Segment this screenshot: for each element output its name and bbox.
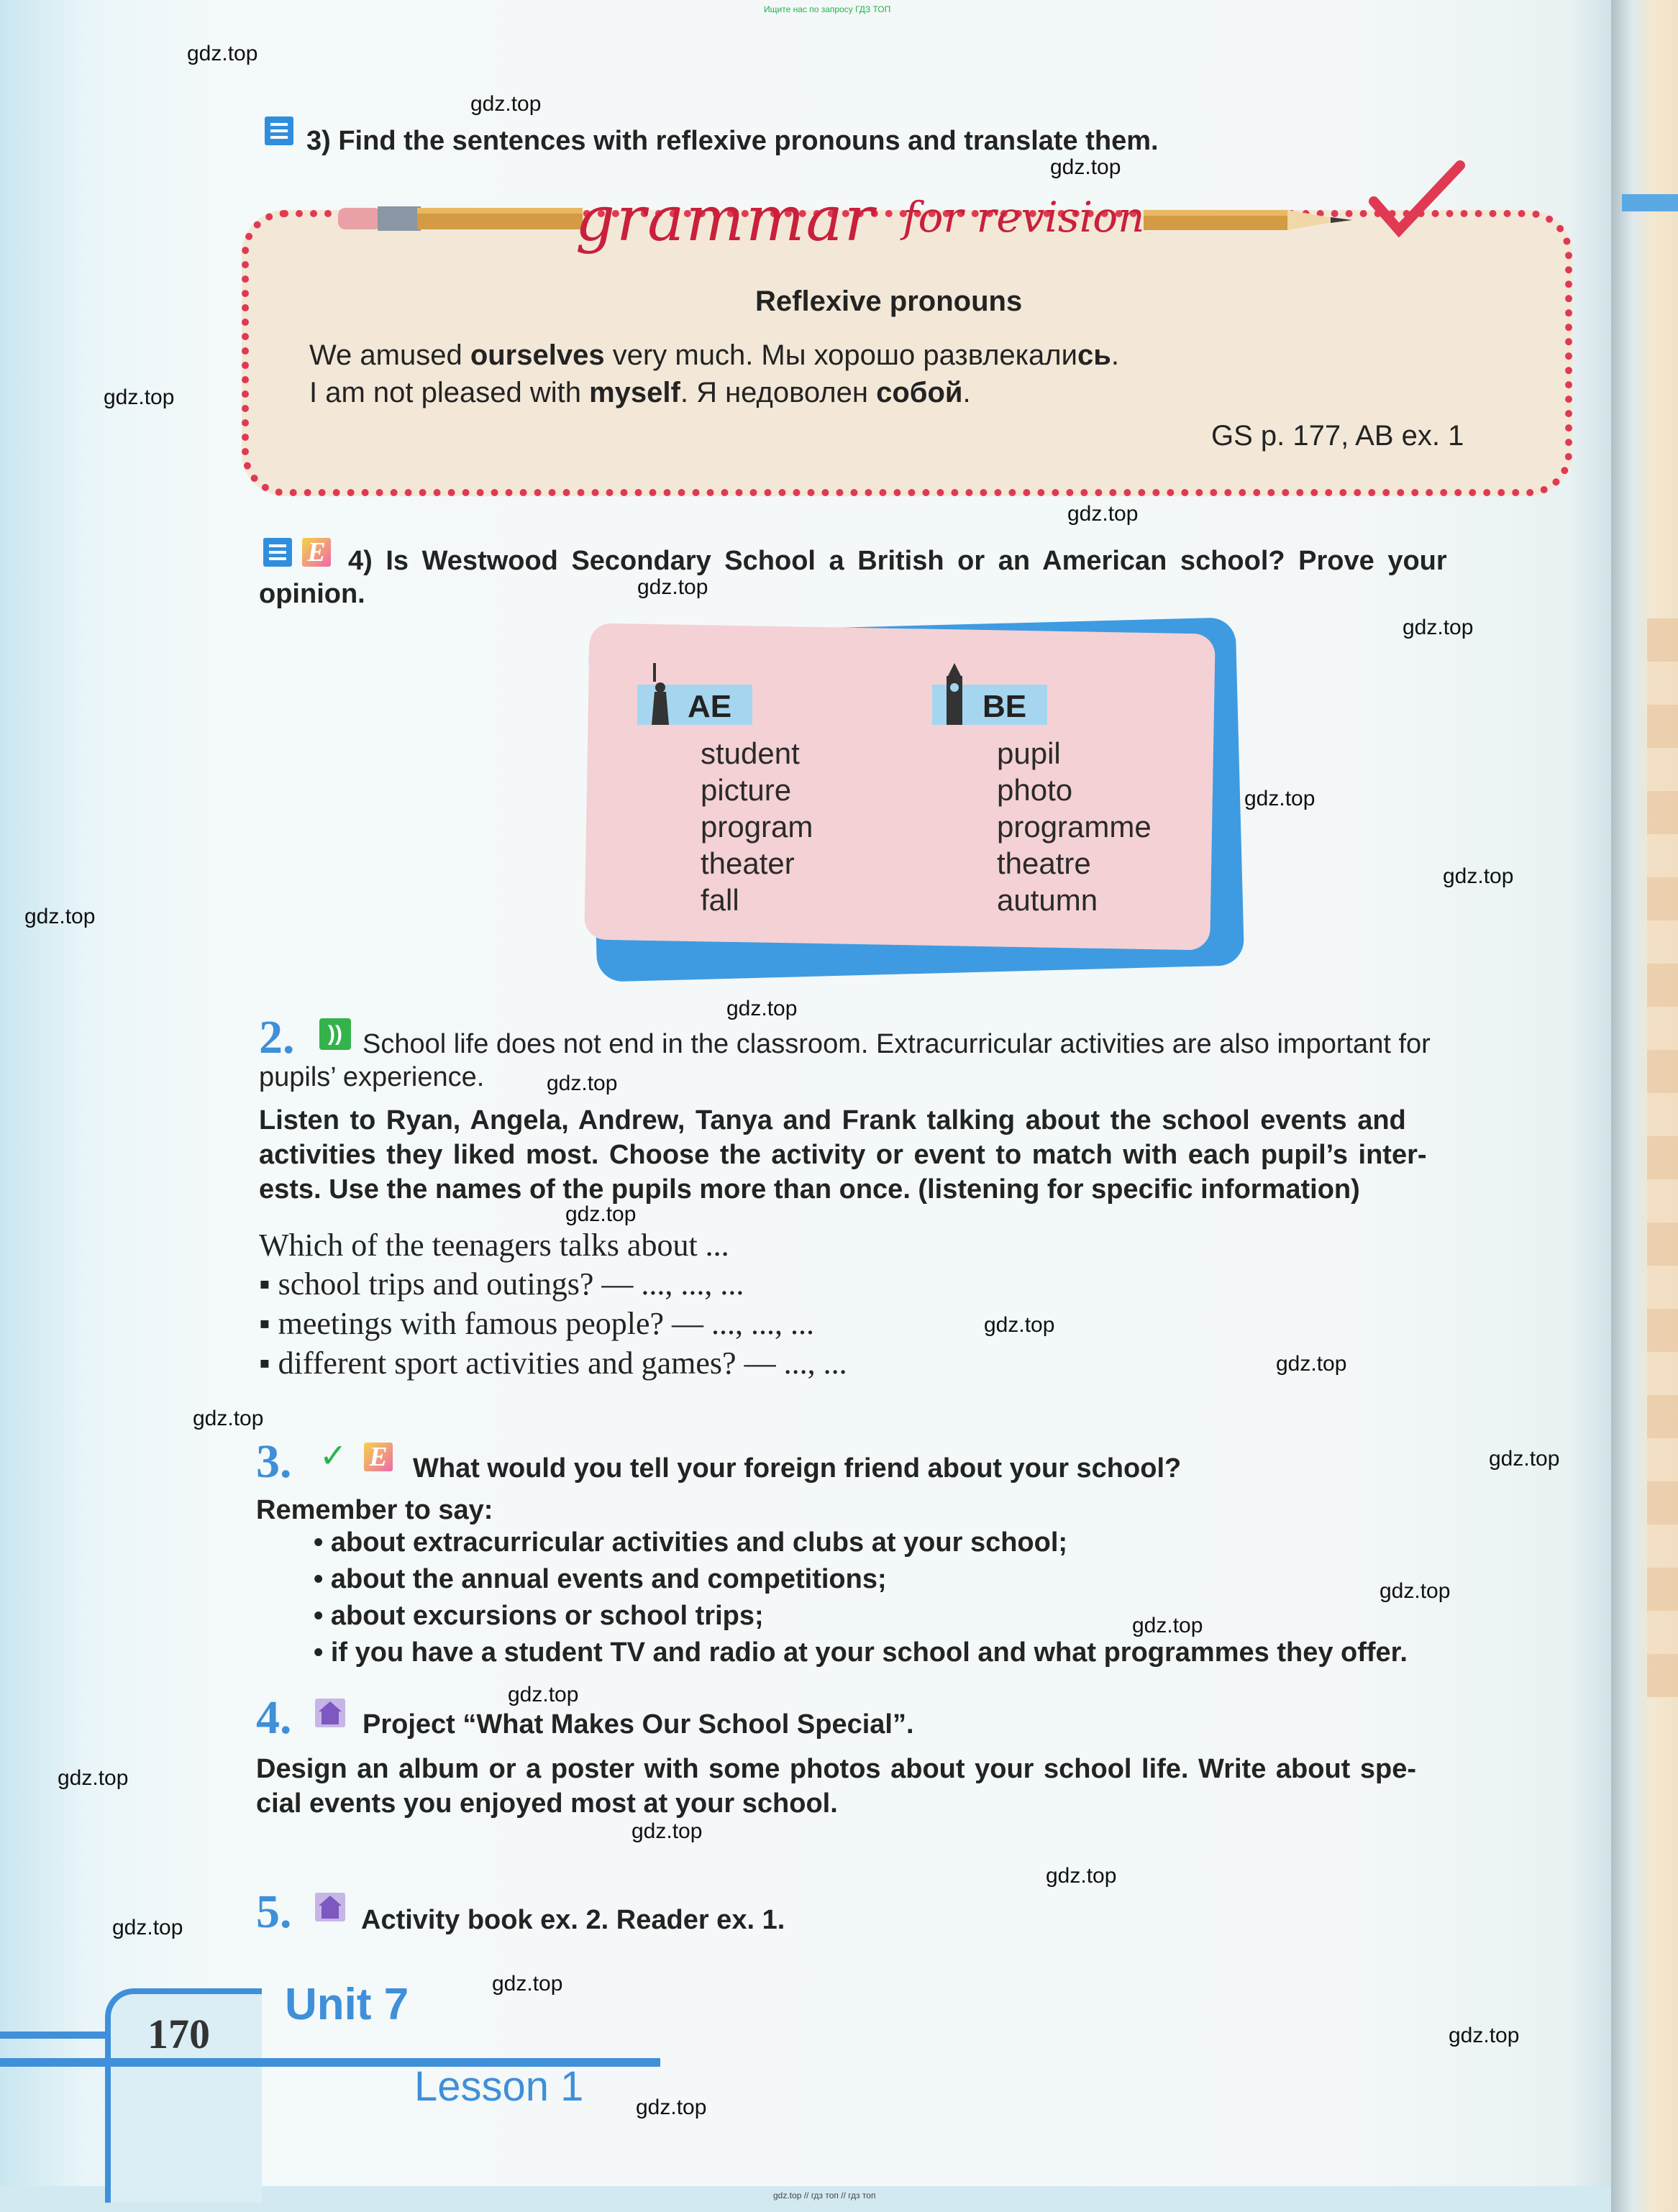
spine-pattern xyxy=(1647,618,1678,1697)
watermark: gdz.top xyxy=(508,1683,579,1706)
ex2-question: Which of the teenagers talks about ... xyxy=(259,1228,729,1263)
checkmark-icon xyxy=(1367,158,1467,244)
e-icon: E xyxy=(364,1443,393,1471)
grammar-example-1: We amused ourselves very much. Мы хорошо развлекались. xyxy=(309,339,1119,371)
watermark: gdz.top xyxy=(726,997,798,1020)
exercise-5-number: 5. xyxy=(256,1886,292,1938)
ex2-item: ▪ meetings with famous people? — ..., ..., ... xyxy=(259,1306,815,1341)
exercise-2-number: 2. xyxy=(259,1011,295,1064)
grammar-heading: Reflexive pronouns xyxy=(755,285,1023,317)
e-icon: E xyxy=(302,538,331,567)
watermark: gdz.top xyxy=(58,1766,129,1790)
watermark: gdz.top xyxy=(470,92,542,116)
pencil-tip-icon xyxy=(1144,206,1359,234)
ex2-task-line-3: ests. Use the names of the pupils more than once. (listening for specific information) xyxy=(259,1174,1360,1205)
be-header xyxy=(932,685,1047,725)
watermark: gdz.top xyxy=(547,1071,618,1095)
ex2-task-line-2: activities they liked most. Choose the activity or event to match with each pupil’s inter- xyxy=(259,1140,1427,1170)
watermark: gdz.top xyxy=(187,42,258,65)
ex3-bullet: • about extracurricular activities and clubs at your school; xyxy=(314,1527,1068,1558)
task4-text: 4) Is Westwood Secondary School a British or an American school? Prove your xyxy=(348,546,1447,576)
watermark: gdz.top xyxy=(1276,1352,1347,1376)
ex4-title: Project “What Makes Our School Special”. xyxy=(362,1709,914,1740)
spine-strip xyxy=(1622,194,1678,211)
watermark: gdz.top xyxy=(1403,616,1474,639)
grammar-title: grammar xyxy=(575,183,875,255)
check-icon: ✓ xyxy=(319,1437,347,1474)
watermark: gdz.top xyxy=(1244,787,1316,810)
footer-note: gdz.top // гдз топ // гдз топ xyxy=(773,2190,876,2200)
ex4-text-line-1: Design an album or a poster with some photos about your school life. Write about spe- xyxy=(256,1754,1417,1784)
be-word: programme xyxy=(997,810,1152,844)
ae-header xyxy=(637,685,752,725)
watermark: gdz.top xyxy=(1443,864,1514,888)
ex2-item: ▪ school trips and outings? — ..., ..., ... xyxy=(259,1266,744,1302)
pencil-icon xyxy=(338,204,583,234)
ex5-text: Activity book ex. 2. Reader ex. 1. xyxy=(361,1905,785,1935)
lesson-title: Lesson 1 xyxy=(414,2063,584,2110)
grammar-reference: GS p. 177, AB ex. 1 xyxy=(1211,420,1464,452)
ex2-item: ▪ different sport activities and games? — ..., ... xyxy=(259,1345,847,1381)
watermark: gdz.top xyxy=(1449,2024,1520,2047)
watermark: gdz.top xyxy=(1132,1614,1203,1637)
ae-word: picture xyxy=(701,773,792,807)
be-word: pupil xyxy=(997,736,1061,770)
watermark: gdz.top xyxy=(104,385,175,409)
be-word-list xyxy=(997,735,1152,918)
list-icon xyxy=(263,538,292,567)
list-icon xyxy=(265,116,293,145)
watermark: gdz.top xyxy=(112,1916,183,1939)
ex2-intro-cont: pupils’ experience. xyxy=(259,1062,485,1092)
ex4-text-line-2: cial events you enjoyed most at your school. xyxy=(256,1788,838,1819)
be-word: autumn xyxy=(997,883,1098,917)
grammar-example-2: I am not pleased with myself. Я недоволен собой. xyxy=(309,377,971,408)
watermark: gdz.top xyxy=(1067,502,1139,526)
ex2-task-line-1: Listen to Ryan, Angela, Andrew, Tanya and Frank talking about the school events and xyxy=(259,1105,1406,1135)
watermark: gdz.top xyxy=(24,905,96,928)
ex3-remember: Remember to say: xyxy=(256,1495,493,1525)
be-word: photo xyxy=(997,773,1073,807)
footer-line xyxy=(0,2032,105,2039)
watermark: gdz.top xyxy=(1046,1864,1117,1888)
ae-word: program xyxy=(701,810,813,844)
watermark: gdz.top xyxy=(631,1819,703,1843)
ae-word: theater xyxy=(701,846,795,880)
grammar-subtitle: for revision xyxy=(903,193,1145,242)
watermark: gdz.top xyxy=(193,1407,264,1430)
ae-word-list xyxy=(701,735,813,918)
task4-text-cont: opinion. xyxy=(259,579,365,609)
big-ben-icon xyxy=(941,663,968,725)
watermark: gdz.top xyxy=(565,1202,637,1226)
be-word: theatre xyxy=(997,846,1091,880)
project-house-icon xyxy=(315,1699,345,1727)
watermark: gdz.top xyxy=(1380,1579,1451,1603)
audio-icon[interactable]: )) xyxy=(319,1018,351,1050)
ex2-intro: School life does not end in the classroom. Extracurricular activities are also important for xyxy=(362,1029,1431,1059)
statue-of-liberty-icon xyxy=(647,663,673,725)
be-label: BE xyxy=(982,689,1027,724)
ae-word: fall xyxy=(701,883,739,917)
ex3-bullet: • if you have a student TV and radio at your school and what programmes they offer. xyxy=(314,1637,1408,1668)
exercise-4-number: 4. xyxy=(256,1691,292,1744)
page-number: 170 xyxy=(147,2011,210,2057)
ex3-bullet: • about the annual events and competitions; xyxy=(314,1564,887,1594)
ex3-bullet: • about excursions or school trips; xyxy=(314,1601,764,1631)
ae-label: AE xyxy=(688,689,732,724)
watermark: gdz.top xyxy=(637,575,708,599)
project-house-icon xyxy=(315,1893,345,1921)
watermark: gdz.top xyxy=(1489,1447,1560,1471)
watermark: gdz.top xyxy=(492,1972,563,1996)
watermark: gdz.top xyxy=(636,2096,707,2119)
watermark: gdz.top xyxy=(984,1313,1055,1337)
exercise-3-number: 3. xyxy=(256,1435,292,1488)
header-note: Ищите нас по запросу ГДЗ ТОП xyxy=(764,4,891,14)
unit-title: Unit 7 xyxy=(285,1980,409,2029)
watermark: gdz.top xyxy=(1050,155,1121,179)
ex3-question: What would you tell your foreign friend about your school? xyxy=(413,1453,1182,1484)
task3-text: 3) Find the sentences with reflexive pronouns and translate them. xyxy=(306,126,1159,156)
ae-word: student xyxy=(701,736,800,770)
